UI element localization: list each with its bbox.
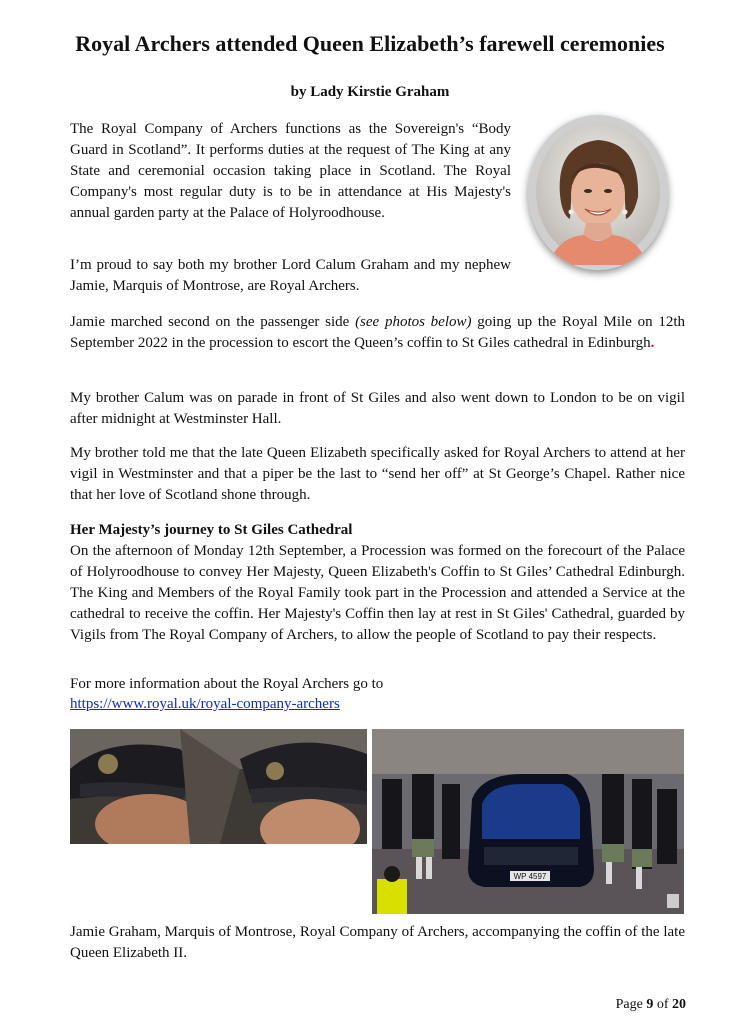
vigil-paragraph: My brother told me that the late Queen Elizabeth specifically asked for Royal Archers to attend at her vigil in Westminster and that a piper be the last to “send her off” at St George’s Chapel. Rather nice that her love of Scotland shone through.: [70, 445, 685, 503]
hearse-plate: WP 4597: [513, 872, 547, 881]
see-photos-note: (see photos below): [355, 314, 472, 330]
royal-archers-link[interactable]: https://www.royal.uk/royal-company-archers: [70, 696, 340, 712]
jamie-text-a: Jamie marched second on the passenger side: [70, 314, 356, 330]
intro-paragraph: The Royal Company of Archers functions as the Sovereign's “Body Guard in Scotland”. It performs duties at the request of The King at any State and ceremonial occasion taking place in Scotland. The Royal Company's most regular duty is to be in attendance at His Majesty's annual garden party at the Palace of Holyroodhouse.: [70, 121, 511, 221]
procession-photo: [372, 729, 684, 914]
jamie-period: .: [650, 335, 655, 351]
author-portrait: [528, 115, 668, 270]
jamie-text-b: going up the Royal Mile on 12th September 2022 in the procession to escort the Queen’s coffin to St Giles cathedral in Edinburgh: [70, 314, 685, 351]
photo-caption: Jamie Graham, Marquis of Montrose, Royal Company of Archers, accompanying the coffin of the late Queen Elizabeth II.: [70, 924, 685, 961]
page-total: 20: [672, 997, 686, 1012]
of-word: of: [656, 997, 669, 1012]
section-heading: Her Majesty’s journey to St Giles Cathedral: [70, 522, 353, 538]
more-info-text: For more information about the Royal Archers go to: [70, 676, 384, 692]
page-number: 9: [646, 997, 654, 1012]
jamie-paragraph: [70, 312, 685, 354]
family-paragraph: I’m proud to say both my brother Lord Calum Graham and my nephew Jamie, Marquis of Montrose, are Royal Archers.: [70, 257, 511, 294]
procession-paragraph: On the afternoon of Monday 12th September, a Procession was formed on the forecourt of the Palace of Holyroodhouse to convey Her Majesty, Queen Elizabeth's Coffin to St Giles’ Cathedral Edinburgh. The King and Members of the Royal Family took part in the Procession and attended a Service at the cathedral to receive the coffin. Her Majesty's Coffin then lay at rest in St Giles' Cathedral, guarded by Vigils from The Royal Company of Archers, to allow the people of Scotland to pay their respects.: [70, 543, 685, 643]
article-title: Royal Archers attended Queen Elizabeth’s farewell ceremonies: [75, 31, 665, 56]
byline: by Lady Kirstie Graham: [290, 84, 450, 100]
archers-closeup-photo: [70, 729, 367, 844]
page-word: Page: [615, 997, 643, 1012]
page-footer: [616, 997, 686, 1013]
calum-paragraph: My brother Calum was on parade in front of St Giles and also went down to London to be on vigil after midnight at Westminster Hall.: [70, 390, 685, 427]
